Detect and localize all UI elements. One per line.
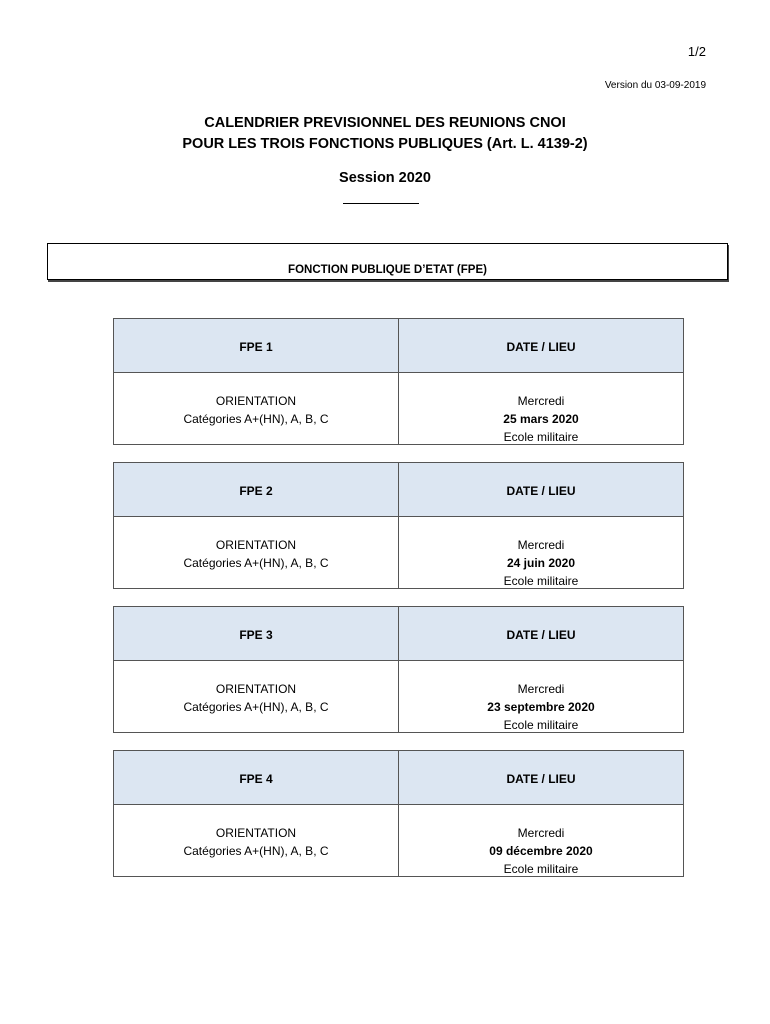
session-place: Ecole militaire [503, 430, 579, 444]
session-date: 23 septembre 2020 [487, 700, 595, 714]
session-date-place [399, 680, 683, 734]
title-rule [343, 203, 419, 204]
session-table-fpe2 [113, 462, 684, 589]
session-weekday: Mercredi [517, 394, 565, 408]
session-date: 09 décembre 2020 [489, 844, 593, 858]
session-weekday: Mercredi [517, 826, 565, 840]
session-date-place [399, 536, 683, 590]
session-table-fpe4 [113, 750, 684, 877]
version-date: Version du 03-09-2019 [604, 80, 706, 91]
session-code: FPE 3 [239, 628, 273, 642]
session-table-fpe1 [113, 318, 684, 445]
session-table-fpe3 [113, 606, 684, 733]
session-date: 25 mars 2020 [503, 412, 579, 426]
session-code: FPE 4 [239, 772, 273, 786]
section-title: FONCTION PUBLIQUE D’ETAT (FPE) [288, 264, 487, 276]
session-code: FPE 2 [239, 484, 273, 498]
session-description [114, 824, 398, 860]
session-type: ORIENTATION [215, 682, 297, 696]
session-date-place [399, 824, 683, 878]
session-code: FPE 1 [239, 340, 273, 354]
page-number: 1/2 [687, 44, 706, 59]
session-categories: Catégories A+(HN), A, B, C [183, 556, 329, 570]
date-header: DATE / LIEU [506, 772, 576, 786]
session-description [114, 392, 398, 428]
date-header: DATE / LIEU [506, 628, 576, 642]
session-description [114, 680, 398, 716]
section-box [47, 243, 728, 280]
session-type: ORIENTATION [215, 826, 297, 840]
date-header: DATE / LIEU [506, 340, 576, 354]
session-title: Session 2020 [339, 170, 431, 186]
session-weekday: Mercredi [517, 682, 565, 696]
date-header: DATE / LIEU [506, 484, 576, 498]
session-categories: Catégories A+(HN), A, B, C [183, 700, 329, 714]
session-categories: Catégories A+(HN), A, B, C [183, 412, 329, 426]
session-place: Ecole militaire [503, 718, 579, 732]
session-type: ORIENTATION [215, 538, 297, 552]
session-place: Ecole militaire [503, 862, 579, 876]
session-date: 24 juin 2020 [506, 556, 576, 570]
session-categories: Catégories A+(HN), A, B, C [183, 844, 329, 858]
session-place: Ecole militaire [503, 574, 579, 588]
session-type: ORIENTATION [215, 394, 297, 408]
session-date-place [399, 392, 683, 446]
document-title [0, 113, 770, 155]
session-description [114, 536, 398, 572]
session-weekday: Mercredi [517, 538, 565, 552]
title-line-2: POUR LES TROIS FONCTIONS PUBLIQUES (Art. L. 4139-2) [182, 136, 588, 152]
title-line-1: CALENDRIER PREVISIONNEL DES REUNIONS CNOI [204, 115, 566, 131]
